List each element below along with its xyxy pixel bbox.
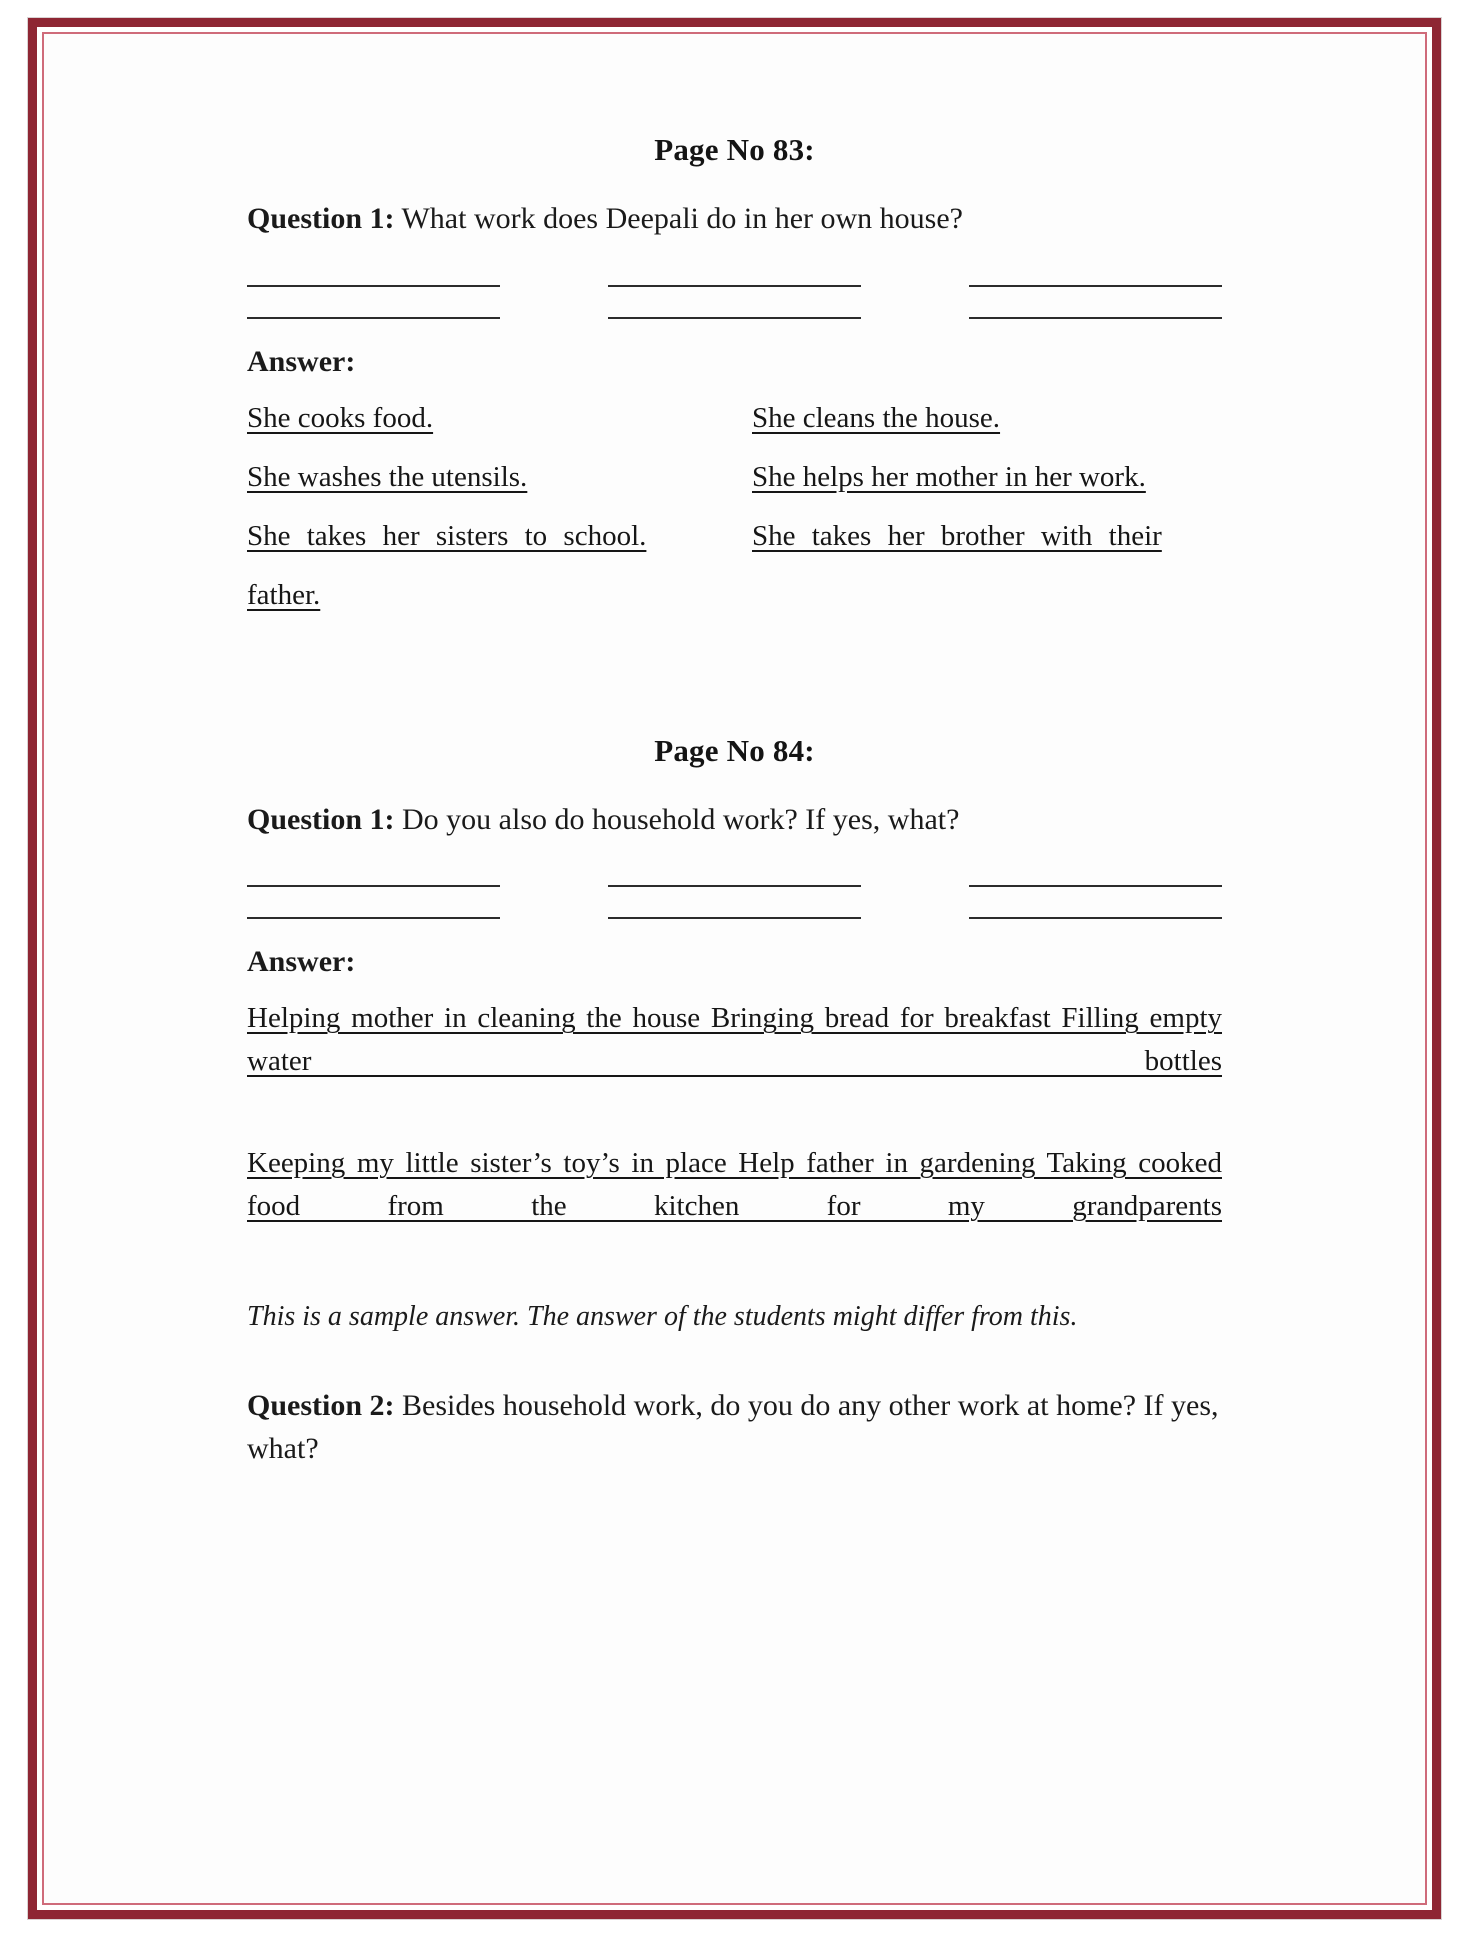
blank-answer-lines-row-1 <box>247 885 1222 887</box>
question-spacer <box>247 1337 1222 1385</box>
question-2-page-84 <box>247 1385 1222 1470</box>
inner-page-border <box>42 32 1427 1905</box>
blank-line[interactable] <box>247 285 500 287</box>
blank-line[interactable] <box>247 317 500 319</box>
answer-label-page-83: Answer: <box>247 344 356 378</box>
answer-paragraph: Keeping my little sister’s toy’s in place Help father in gardening Taking cooked food from the kitchen for my grandparents <box>247 1147 1222 1222</box>
question-1-page-84 <box>247 799 1222 842</box>
section-spacer <box>247 633 1222 707</box>
document-sheet <box>44 34 1425 1903</box>
answer-label-page-84: Answer: <box>247 945 356 979</box>
decorative-page-border <box>28 18 1441 1919</box>
blank-line[interactable] <box>969 317 1222 319</box>
question-label: Question 2: <box>247 1389 395 1423</box>
document-content <box>247 132 1222 1471</box>
blank-answer-lines-row-2 <box>247 317 1222 319</box>
blank-line[interactable] <box>969 885 1222 887</box>
answer-body-page-84 <box>247 997 1222 1270</box>
answer-item: She cooks food. <box>247 401 434 434</box>
answer-row <box>247 515 1222 557</box>
blank-line[interactable] <box>608 917 861 919</box>
answer-row <box>247 397 1222 439</box>
blank-line[interactable] <box>247 885 500 887</box>
blank-answer-lines-row-1 <box>247 285 1222 287</box>
blank-line[interactable] <box>608 317 861 319</box>
answer-item-continuation: father. <box>247 578 321 611</box>
answer-item: She washes the utensils. <box>247 460 528 493</box>
section-page-83 <box>247 132 1222 616</box>
blank-line[interactable] <box>247 917 500 919</box>
answer-item: She takes her brother with their <box>752 519 1162 552</box>
section-page-84 <box>247 733 1222 1471</box>
question-label: Question 1: <box>247 202 395 235</box>
blank-line[interactable] <box>969 285 1222 287</box>
answer-row-wrap <box>247 574 1222 616</box>
page-heading-84: Page No 84: <box>654 732 815 768</box>
question-text: Besides household work, do you do any other work at home? If yes, what? <box>247 1389 1219 1465</box>
question-label: Question 1: <box>247 802 395 836</box>
blank-answer-lines-row-2 <box>247 917 1222 919</box>
answer-item: She cleans the house. <box>752 401 1001 434</box>
question-text: Do you also do household work? If yes, what? <box>394 802 960 836</box>
answer-item: She helps her mother in her work. <box>752 460 1146 493</box>
answer-item: She takes her sisters to school. <box>247 519 647 552</box>
blank-line[interactable] <box>608 285 861 287</box>
question-text: What work does Deepali do in her own house? <box>394 202 963 235</box>
blank-line[interactable] <box>969 917 1222 919</box>
answer-paragraph: Helping mother in cleaning the house Bringing bread for breakfast Filling empty water bottles <box>247 1002 1222 1078</box>
question-1-page-83 <box>247 198 1222 241</box>
sample-answer-note: This is a sample answer. The answer of the students might differ from this. <box>247 1300 1078 1332</box>
answer-body-page-83 <box>247 397 1222 616</box>
page-heading-83: Page No 83: <box>654 132 815 167</box>
answer-row <box>247 456 1222 498</box>
blank-line[interactable] <box>608 885 861 887</box>
